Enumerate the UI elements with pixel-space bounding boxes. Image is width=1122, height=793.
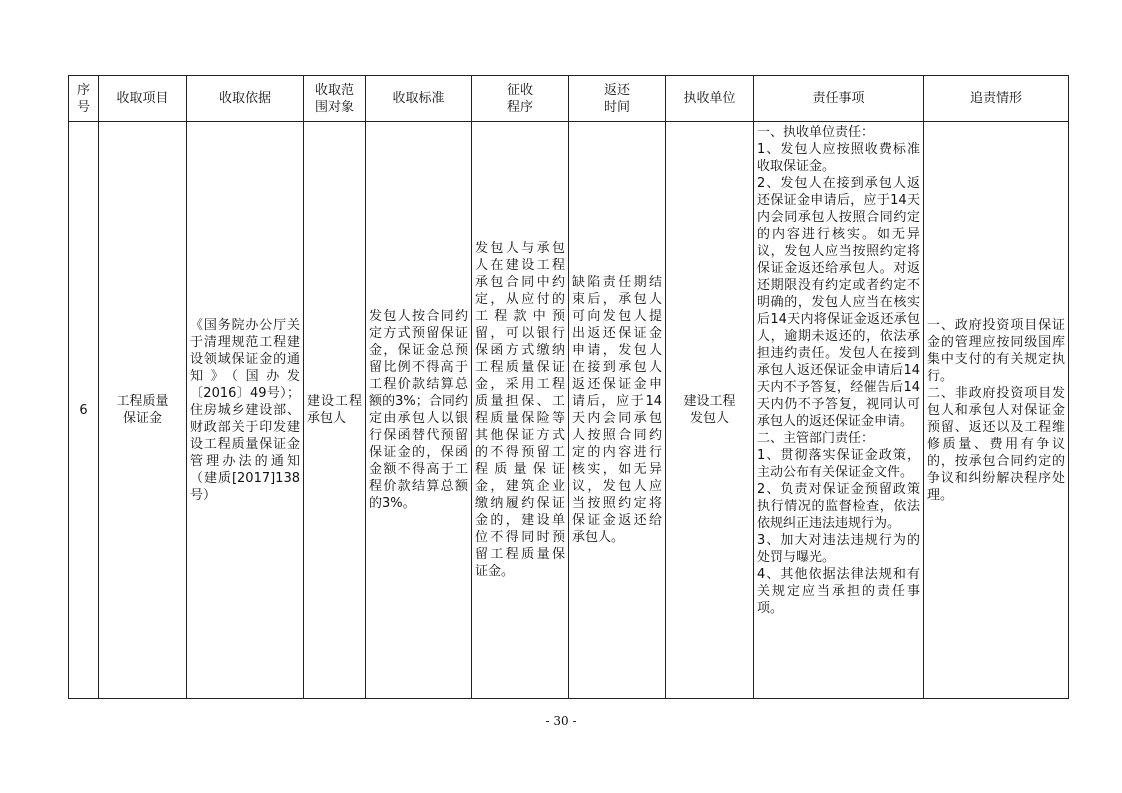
cell-accountability: 一、政府投资项目保证金的管理应按同级国库集中支付的有关规定执行。 二、非政府投资项目发包人和承包人对保证金预留、返还以及工程维修质量、费用有争议的，按承包合同约定的争议和纠纷解决程序处理。 — [924, 122, 1069, 699]
header-seq: 序 号 — [69, 76, 99, 122]
cell-scope: 建设工程承包人 — [304, 122, 366, 699]
cell-item: 工程质量 保证金 — [99, 122, 187, 699]
header-procedure: 征收 程序 — [472, 76, 569, 122]
table-row — [69, 122, 1069, 699]
header-unit: 执收单位 — [666, 76, 754, 122]
cell-unit: 建设工程 发包人 — [666, 122, 754, 699]
header-basis: 收取依据 — [187, 76, 304, 122]
cell-duties: 一、执收单位责任： 1、发包人应按照收费标准收取保证金。 2、发包人在接到承包人返还保证金申请后，应于14天内会同承包人按照合同约定的内容进行核实。如无异议，发包人应当按照约定将保证金返还给承包人。对返还期限没有约定或者约定不明确的，发包人应当在核实后14天内将保证金返还承包人，逾期未返还的，依法承担违约责任。发包人在接到承包人返还保证金申请后14天内不予答复，经催告后14天内仍不予答复，视同认可承包人的返还保证金申请。 二、主管部门责任： 1、贯彻落实保证金政策，主动公布有关保证金文件。 2、负责对保证金预留政策执行情况的监督检查，依法依规纠正违法违规行为。 3、加大对违法违规行为的处罚与曝光。 4、其他依据法律法规和有关规定应当承担的责任事项。 — [754, 122, 924, 699]
header-scope: 收取范 围对象 — [304, 76, 366, 122]
header-duties: 责任事项 — [754, 76, 924, 122]
cell-seq: 6 — [69, 122, 99, 699]
cell-procedure: 发包人与承包人在建设工程承包合同中约定，从应付的工程款中预留，可以银行保函方式缴纳工程质量保证金，采用工程质量担保、工程质量保险等其他保证方式的不得预留工程质量保证金，建筑企业缴纳履约保证金的，建设单位不得同时预留工程质量保证金。 — [472, 122, 569, 699]
cell-return-time: 缺陷责任期结束后，承包人可向发包人提出返还保证金申请，发包人在接到承包人返还保证金申请后，应于14天内会同承包人按照合同约定的内容进行核实，如无异议，发包人应当按照约定将保证金返还给承包人。 — [569, 122, 666, 699]
cell-basis: 《国务院办公厅关于清理规范工程建设领域保证金的通知》（国办发〔2016〕49号）；住房城乡建设部、财政部关于印发建设工程质量保证金管理办法的通知（建质[2017]138号） — [187, 122, 304, 699]
header-row — [69, 76, 1069, 122]
fee-table — [68, 75, 1069, 699]
header-accountability: 追责情形 — [924, 76, 1069, 122]
page-number: - 30 - — [545, 714, 577, 728]
header-item: 收取项目 — [99, 76, 187, 122]
cell-standard: 发包人按合同约定方式预留保证金，保证金总预留比例不得高于工程价款结算总额的3%；合同约定由承包人以银行保函替代预留保证金的，保函金额不得高于工程价款结算总额的3%。 — [366, 122, 472, 699]
header-return-time: 返还 时间 — [569, 76, 666, 122]
header-standard: 收取标准 — [366, 76, 472, 122]
